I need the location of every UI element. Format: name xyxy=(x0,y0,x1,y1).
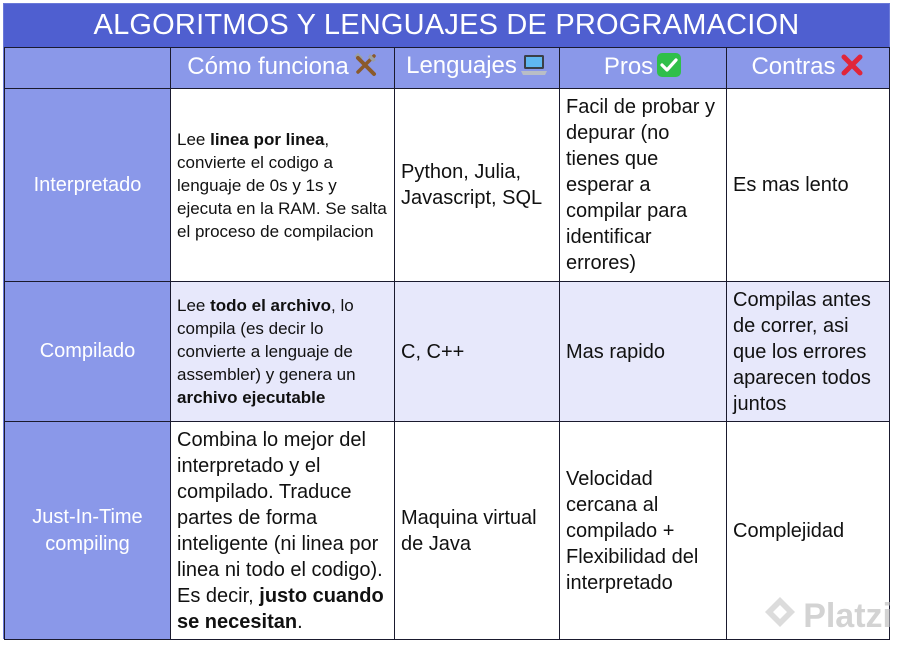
header-label: Lenguajes xyxy=(406,52,517,79)
lenguajes-cell: C, C++ xyxy=(395,282,560,422)
cross-mark-icon xyxy=(839,52,865,85)
como-funciona-cell: Lee linea por linea, convierte el codigo a lenguaje de 0s y 1s y ejecuta en la RAM. Se salta el proceso de compilacion xyxy=(171,89,395,282)
comparison-table xyxy=(4,47,890,640)
lenguajes-cell: Maquina virtual de Java xyxy=(395,422,560,640)
header-label: Cómo funciona xyxy=(187,52,349,80)
header-como-funciona xyxy=(171,48,395,89)
table-card xyxy=(3,3,890,639)
row-label: Interpretado xyxy=(5,89,171,282)
contras-cell: Es mas lento xyxy=(727,89,890,282)
laptop-icon xyxy=(520,53,548,84)
como-funciona-cell: Combina lo mejor del interpretado y el compilado. Traduce partes de forma inteligente (ni linea por linea ni todo el codigo). Es decir, justo cuando se necesitan. xyxy=(171,422,395,640)
page-title: ALGORITMOS Y LENGUAJES DE PROGRAMACION xyxy=(4,4,889,47)
lenguajes-cell: Python, Julia, Javascript, SQL xyxy=(395,89,560,282)
table-row-compilado xyxy=(5,282,890,422)
table-row-interpretado xyxy=(5,89,890,282)
header-row xyxy=(5,48,890,89)
pros-cell: Facil de probar y depurar (no tienes que esperar a compilar para identificar errores) xyxy=(560,89,727,282)
pros-cell: Mas rapido xyxy=(560,282,727,422)
header-empty xyxy=(5,48,171,89)
contras-cell: Compilas antes de correr, asi que los errores aparecen todos juntos xyxy=(727,282,890,422)
row-label: Compilado xyxy=(5,282,171,422)
header-pros xyxy=(560,48,727,89)
watermark-text: Platzi xyxy=(803,597,892,635)
table-row-jit xyxy=(5,422,890,640)
header-label: Contras xyxy=(751,52,836,80)
platzi-logo-icon xyxy=(763,595,797,638)
como-funciona-cell: Lee todo el archivo, lo compila (es decir lo convierte a lenguaje de assembler) y genera un archivo ejecutable xyxy=(171,282,395,422)
check-mark-icon xyxy=(656,52,682,85)
header-contras xyxy=(727,48,890,89)
row-label: Just-In-Time compiling xyxy=(5,422,171,640)
contras-cell: Complejidad xyxy=(727,422,890,640)
tools-icon xyxy=(352,52,378,85)
platzi-watermark xyxy=(763,595,892,638)
pros-cell: Velocidad cercana al compilado + Flexibilidad del interpretado xyxy=(560,422,727,640)
header-lenguajes xyxy=(395,48,560,89)
header-label: Pros xyxy=(603,52,654,80)
